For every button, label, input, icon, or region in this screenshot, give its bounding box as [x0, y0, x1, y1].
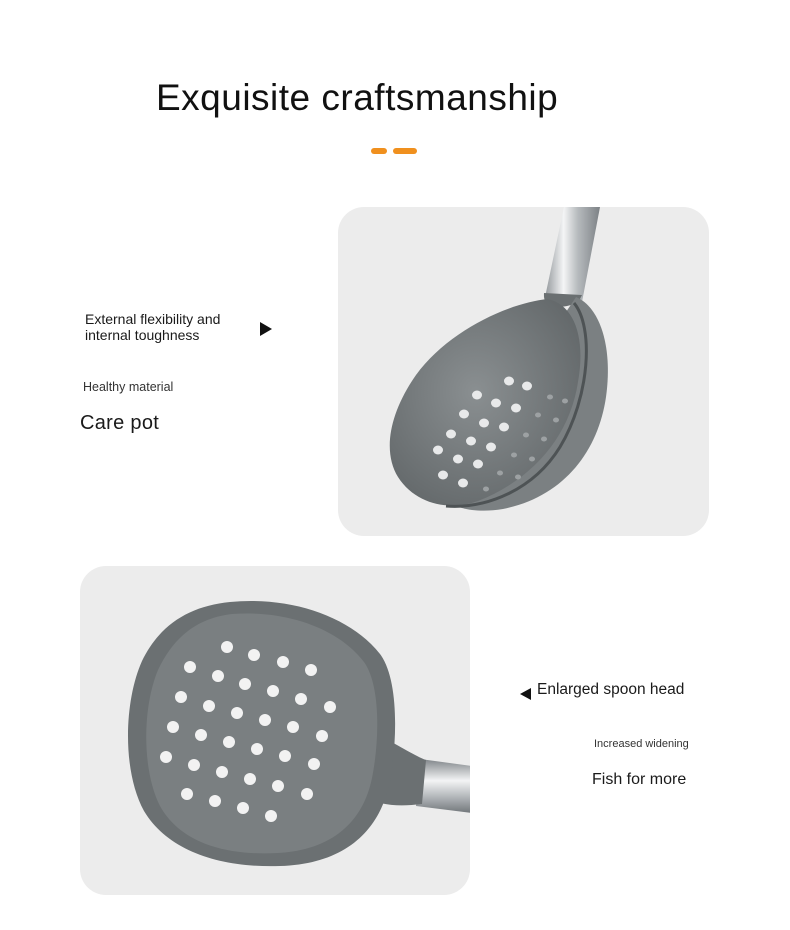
- main-label-fish-for-more: Fish for more: [592, 771, 687, 788]
- sub-label-increased-widening: Increased widening: [594, 738, 689, 750]
- triangle-left-icon: [520, 688, 531, 700]
- skimmer-front-illustration: [80, 566, 470, 895]
- page-title: Exquisite craftsmanship: [156, 76, 559, 118]
- sub-label-healthy-material: Healthy material: [83, 380, 174, 394]
- product-image-front-view: [80, 566, 470, 895]
- skimmer-side-illustration: [338, 207, 709, 536]
- feature-label-flexibility: External flexibility and internal toughness: [85, 311, 221, 343]
- product-image-side-view: [338, 207, 709, 536]
- feature-label-enlarged-head: Enlarged spoon head: [537, 681, 685, 698]
- triangle-right-icon: [260, 322, 272, 336]
- accent-dash-long: [393, 148, 417, 154]
- main-label-care-pot: Care pot: [80, 412, 160, 434]
- accent-dash-short: [371, 148, 387, 154]
